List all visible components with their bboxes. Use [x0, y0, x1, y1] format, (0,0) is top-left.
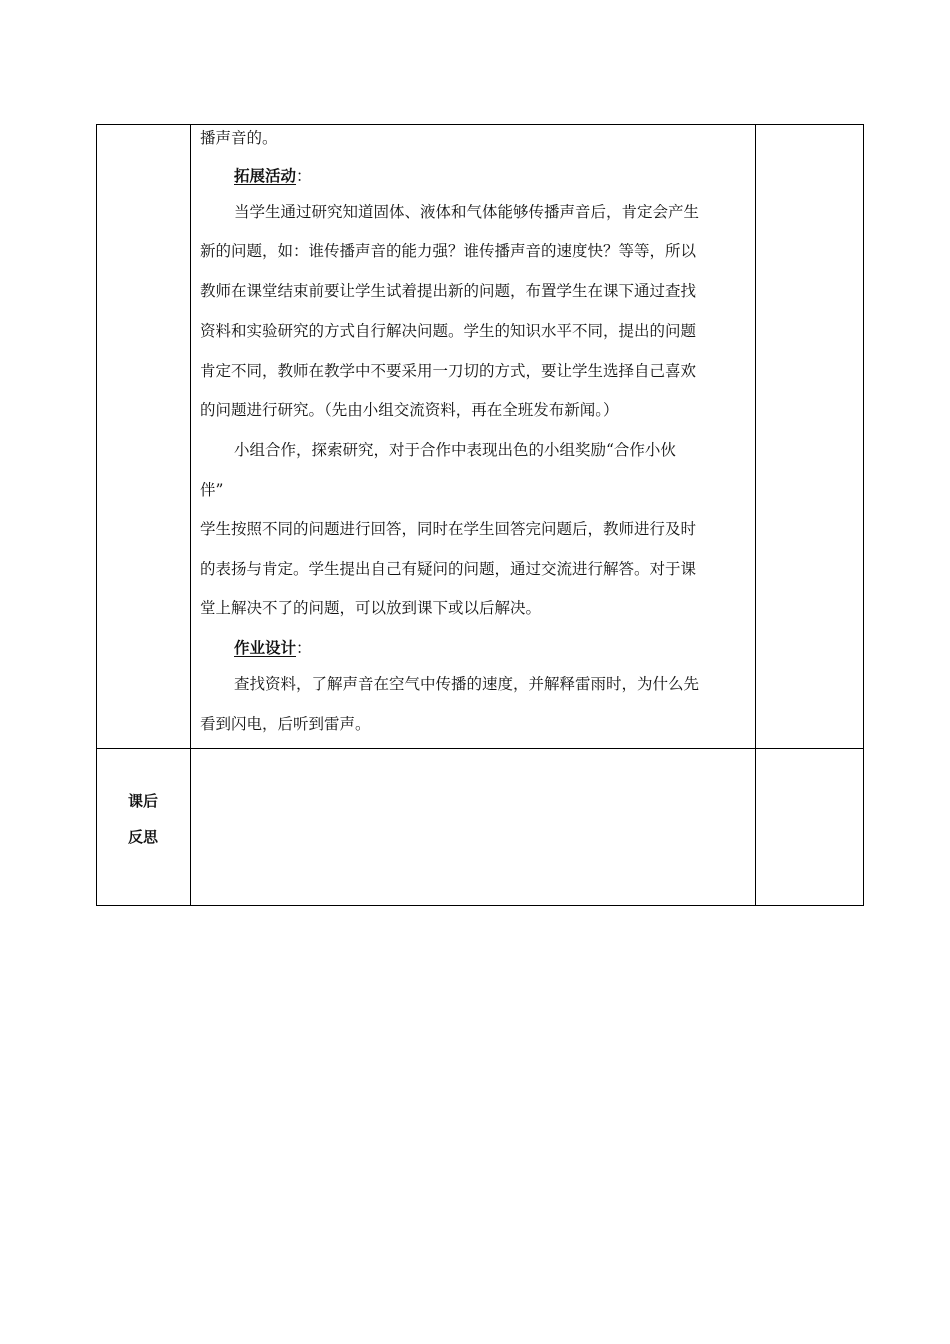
column-divider-2	[755, 124, 756, 906]
extension-heading-text: 拓展活动	[234, 166, 297, 185]
section-heading-extension	[234, 164, 312, 186]
paragraph-line: 的问题进行研究。（先由小组交流资料，再在全班发布新闻。）	[200, 401, 619, 419]
paragraph-line: 播声音的。	[200, 129, 278, 147]
paragraph-line: 新的问题，如：谁传播声音的能力强？谁传播声音的速度快？等等，所以	[200, 242, 697, 260]
paragraph-line: 堂上解决不了的问题，可以放到课下或以后解决。	[200, 599, 542, 617]
reflection-label-line-1: 课后	[127, 792, 158, 810]
paragraph-line: 当学生通过研究知道固体、液体和气体能够传播声音后，肯定会产生	[234, 203, 700, 221]
table-right-border	[863, 124, 864, 906]
section-heading-homework	[234, 636, 312, 658]
paragraph-line: 小组合作，探索研究，对于合作中表现出色的小组奖励“合作小伙	[234, 441, 676, 459]
homework-heading-colon: ：	[296, 639, 312, 657]
paragraph-line: 教师在课堂结束前要让学生试着提出新的问题，布置学生在课下通过查找	[200, 282, 697, 300]
reflection-label-line-2: 反思	[127, 828, 158, 846]
paragraph-line: 肯定不同，教师在教学中不要采用一刀切的方式，要让学生选择自己喜欢	[200, 362, 697, 380]
table-top-border	[96, 124, 864, 125]
homework-heading-text: 作业设计	[234, 638, 297, 657]
paragraph-line: 查找资料，了解声音在空气中传播的速度，并解释雷雨时，为什么先	[234, 675, 700, 693]
paragraph-line: 伴”	[200, 481, 224, 499]
table-bottom-border	[96, 905, 864, 906]
table-left-border	[96, 124, 97, 906]
row-divider	[96, 748, 864, 749]
paragraph-line: 看到闪电，后听到雷声。	[200, 715, 371, 733]
paragraph-line: 的表扬与肯定。学生提出自己有疑问的问题，通过交流进行解答。对于课	[200, 560, 697, 578]
column-divider-1	[190, 124, 191, 906]
paragraph-line: 学生按照不同的问题进行回答，同时在学生回答完问题后，教师进行及时	[200, 520, 697, 538]
extension-heading-colon: ：	[296, 167, 312, 185]
paragraph-line: 资料和实验研究的方式自行解决问题。学生的知识水平不同，提出的问题	[200, 322, 697, 340]
